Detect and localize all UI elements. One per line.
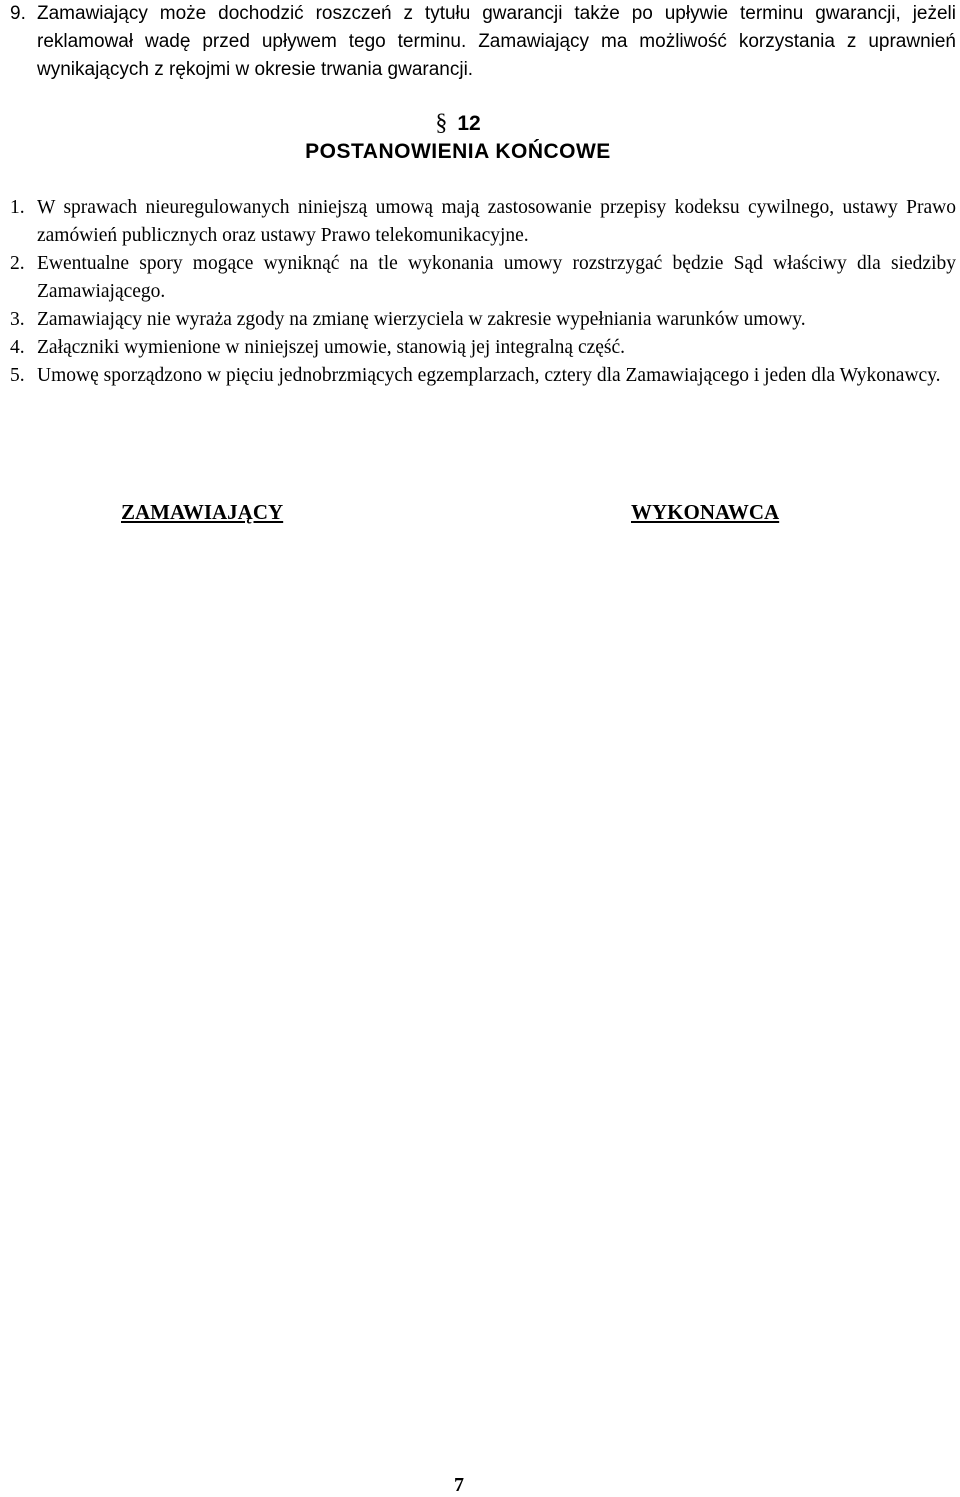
list-item: [10, 334, 956, 362]
list-item-text: Zamawiający nie wyraża zgody na zmianę wierzyciela w zakresie wypełniania warunków umowy.: [37, 309, 806, 330]
paragraph-sign: §: [435, 110, 448, 136]
list-item: [10, 306, 956, 334]
list-item-number: 5.: [10, 365, 25, 386]
list-item-number: 4.: [10, 337, 25, 358]
section-number: [0, 110, 916, 137]
list-item-text: W sprawach nieuregulowanych niniejszą umową mają zastosowanie przepisy kodeksu cywilnego, ustawy Prawo zamówień publicznych oraz ustawy Prawo telekomunikacyjne.: [37, 197, 956, 246]
section-number-value: 12: [457, 112, 481, 135]
section-title: POSTANOWIENIA KOŃCOWE: [305, 140, 611, 163]
list-item-number: 1.: [10, 197, 25, 218]
list-item-number: 3.: [10, 309, 25, 330]
list-item-text: Umowę sporządzono w pięciu jednobrzmiących egzemplarzach, cztery dla Zamawiającego i jeden dla Wykonawcy.: [37, 365, 941, 386]
clause-9: [10, 0, 956, 84]
list-item-text: Ewentualne spory mogące wyniknąć na tle wykonania umowy rozstrzygać będzie Sąd właściwy dla siedziby Zamawiającego.: [37, 253, 956, 302]
signature-label-wykonawca: WYKONAWCA: [631, 500, 780, 524]
page-number: 7: [454, 1474, 464, 1496]
clause-text: Zamawiający może dochodzić roszczeń z tytułu gwarancji także po upływie terminu gwarancji, jeżeli reklamował wadę przed upływem tego terminu. Zamawiający ma możliwość korzystania z uprawnień wynikających z rękojmi w okresie trwania gwarancji.: [37, 3, 956, 80]
list-item: [10, 194, 956, 250]
final-provisions-list: [10, 194, 956, 390]
signature-label-zamawiajacy: ZAMAWIAJĄCY: [121, 500, 284, 524]
list-item: [10, 250, 956, 306]
list-item-text: Załączniki wymienione w niniejszej umowie, stanowią jej integralną część.: [37, 337, 626, 358]
list-item: [10, 362, 956, 390]
clause-number: 9.: [10, 3, 26, 24]
list-item-number: 2.: [10, 253, 25, 274]
